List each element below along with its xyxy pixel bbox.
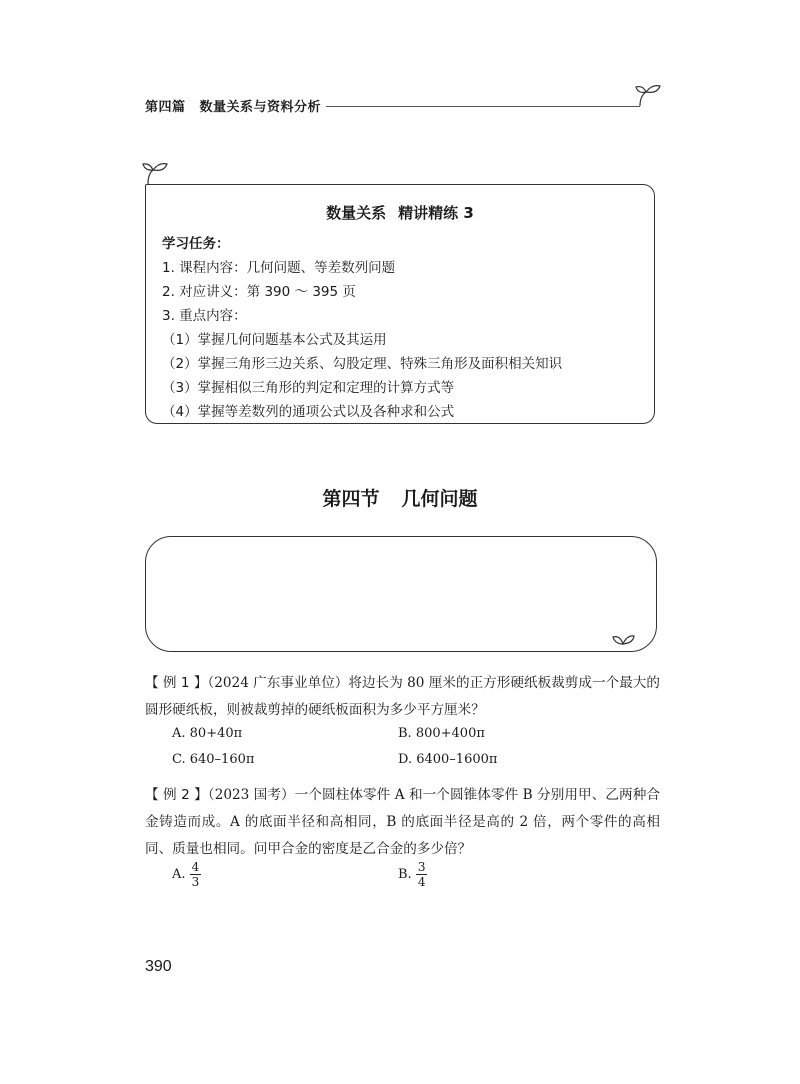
study-box-title	[145, 202, 655, 223]
notes-box	[145, 536, 657, 652]
fraction	[190, 860, 202, 889]
part-label: 第四篇	[145, 100, 186, 115]
option-b-label: B.	[398, 867, 412, 882]
example-1-text: （2024 广东事业单位）将边长为 80 厘米的正方形硬纸板裁剪成一个最大的圆形硬纸板，则被裁剪掉的硬纸板面积为多少平方厘米？	[145, 675, 660, 718]
example-2-question	[145, 782, 660, 863]
option-a-label: A.	[172, 867, 186, 882]
example-2-tag: 【 例 2 】	[145, 787, 208, 803]
fraction-numerator: 3	[417, 860, 426, 874]
section-number: 第四节	[322, 488, 380, 510]
page-number: 390	[145, 958, 172, 975]
fraction	[416, 860, 428, 889]
example-2-option-b	[398, 860, 427, 889]
fraction-denominator: 4	[417, 875, 426, 889]
sprout-icon	[634, 82, 664, 108]
example-1-option-d: D. 6400–1600π	[398, 752, 498, 767]
running-header	[145, 96, 321, 115]
example-1-tag: 【 例 1 】	[145, 675, 208, 691]
study-line: （3）掌握相似三角形的判定和定理的计算方式等	[162, 380, 455, 396]
example-2-option-a	[172, 860, 201, 889]
study-line: （2）掌握三角形三边关系、勾股定理、特殊三角形及面积相关知识	[162, 356, 563, 372]
section-title	[0, 484, 800, 511]
fraction-denominator: 3	[191, 875, 200, 889]
header-rule	[326, 106, 640, 107]
part-title: 数量关系与资料分析	[199, 100, 322, 115]
study-line: （1）掌握几何问题基本公式及其运用	[162, 332, 387, 348]
study-line: 2. 对应讲义：第 390 ～ 395 页	[162, 284, 356, 300]
study-box-title-left: 数量关系	[326, 204, 387, 222]
study-line: 3. 重点内容：	[162, 308, 247, 324]
example-1-question	[145, 670, 660, 724]
sprout-icon	[610, 628, 636, 646]
example-1-option-c: C. 640–160π	[172, 752, 255, 767]
study-box-title-right: 精讲精练 3	[398, 204, 474, 222]
fraction-numerator: 4	[191, 860, 200, 874]
example-2-text: （2023 国考）一个圆柱体零件 A 和一个圆锥体零件 B 分别用甲、乙两种合金铸造而成。A 的底面半径和高相同，B 的底面半径是高的 2 倍，两个零件的高相同、质量也相同。问甲合金的密度是乙合金的多少倍？	[145, 787, 660, 857]
section-name: 几何问题	[401, 488, 478, 510]
study-line: 1. 课程内容：几何问题、等差数列问题	[162, 260, 396, 276]
example-1-option-a: A. 80+40π	[172, 726, 243, 741]
study-box-heading: 学习任务：	[162, 236, 230, 252]
example-1-option-b: B. 800+400π	[398, 726, 485, 741]
study-line: （4）掌握等差数列的通项公式以及各种求和公式	[162, 404, 455, 420]
sprout-icon	[140, 158, 170, 184]
